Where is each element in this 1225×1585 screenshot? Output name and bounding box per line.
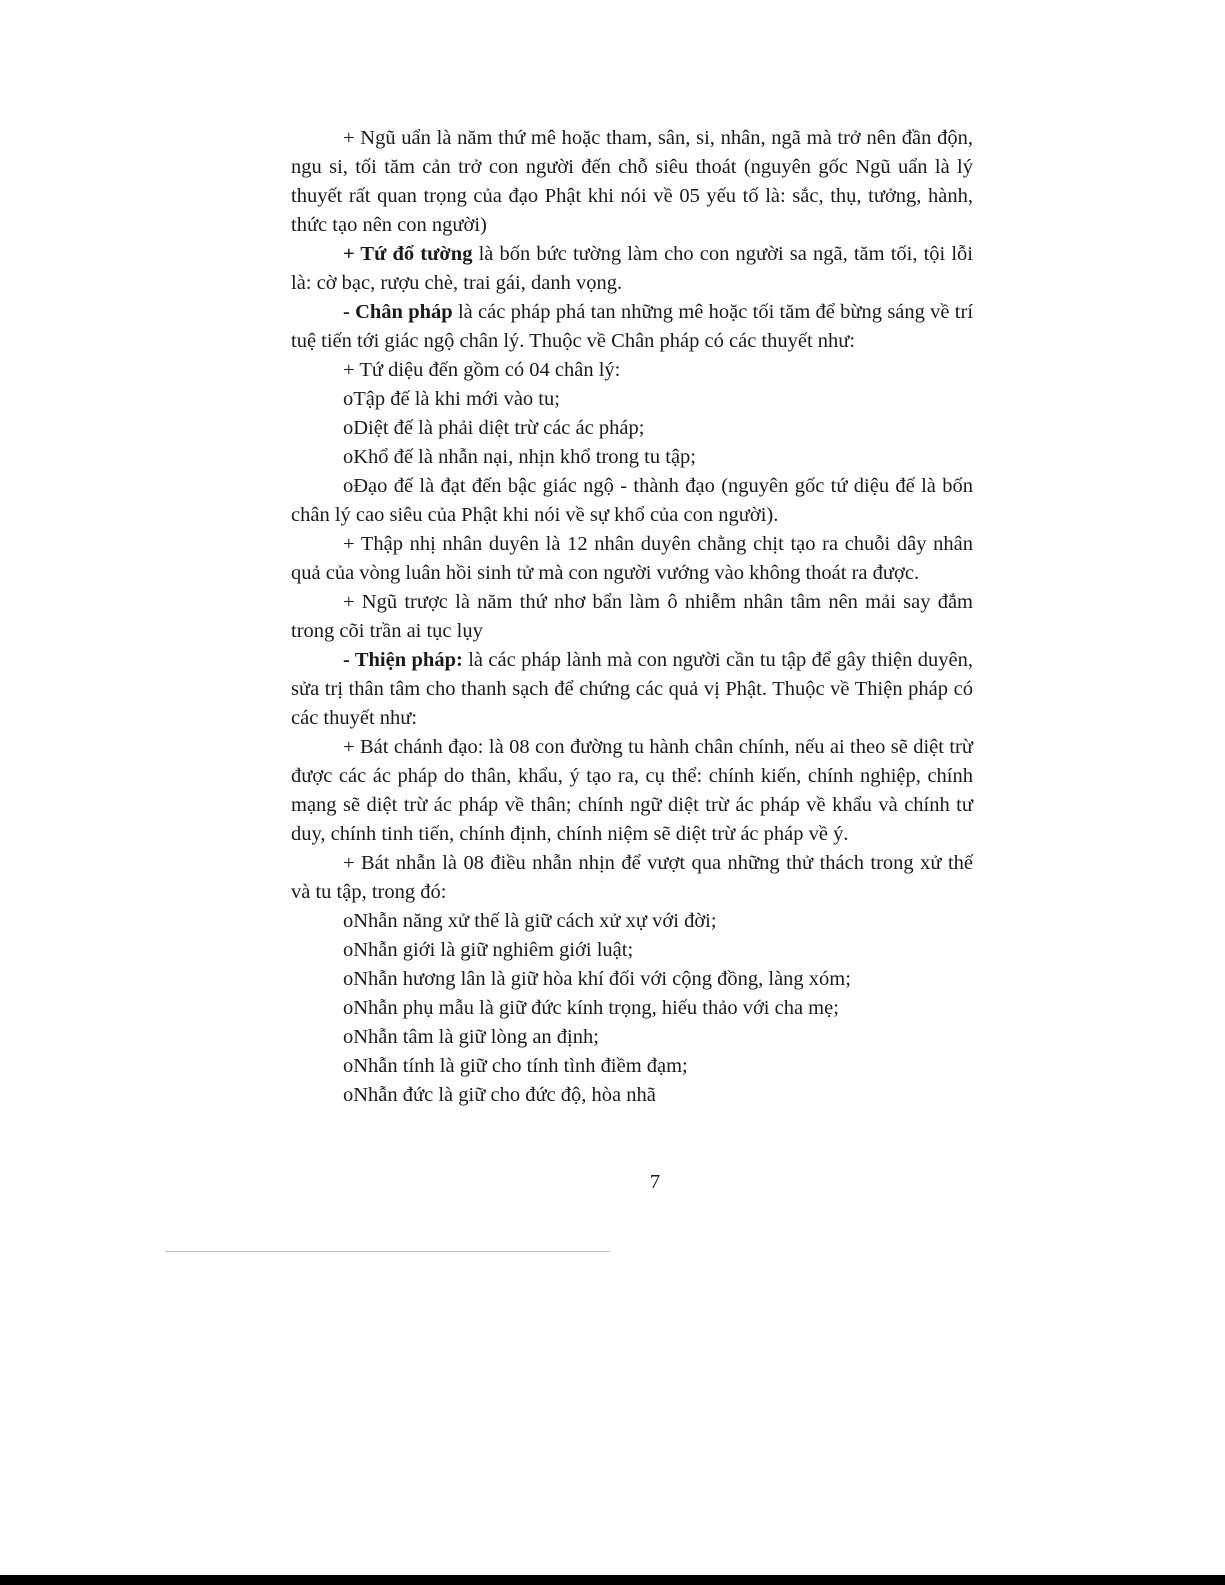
- list-item: oNhẫn đức là giữ cho đức độ, hòa nhã: [343, 1084, 656, 1106]
- paragraph-chan-phap: - Chân pháp là các pháp phá tan những mê hoặc tối tăm để bừng sáng về trí tuệ tiến tới giác ngộ chân lý. Thuộc về Chân pháp có các thuyết như:: [291, 301, 974, 352]
- term-lead: - Thiện pháp:: [343, 649, 463, 671]
- list-item: oNhẫn tính là giữ cho tính tình điềm đạm;: [343, 1055, 688, 1077]
- list-item: oĐạo đế là đạt đến bậc giác ngộ - thành đạo (nguyên gốc tứ diệu đế là bốn chân lý cao siêu của Phật khi nói về sự khổ của con người).: [291, 475, 973, 526]
- page-body: [291, 124, 973, 1110]
- paragraph-ngu-truoc: + Ngũ trược là năm thứ nhơ bẩn làm ô nhiễm nhân tâm nên mải say đắm trong cõi trần ai tục lụy: [291, 591, 973, 642]
- term-lead: + Tứ đổ tường: [343, 243, 473, 265]
- paragraph-ngu-uan: + Ngũ uẩn là năm thứ mê hoặc tham, sân, si, nhân, ngã mà trở nên đần độn, ngu si, tối tăm cản trở con người đến chỗ siêu thoát (nguyên gốc Ngũ uẩn là lý thuyết rất quan trọng của đạo Phật khi nói về 05 yếu tố là: sắc, thụ, tưởng, hành, thức tạo nên con người): [291, 127, 973, 236]
- list-item: oNhẫn năng xử thế là giữ cách xử xự với đời;: [343, 910, 717, 932]
- list-item: oNhẫn hương lân là giữ hòa khí đối với cộng đồng, làng xóm;: [343, 968, 851, 990]
- list-item: oNhẫn giới là giữ nghiêm giới luật;: [343, 939, 634, 961]
- paragraph-tu-do-tuong: + Tứ đổ tường là bốn bức tường làm cho con người sa ngã, tăm tối, tội lỗi là: cờ bạc, rượu chè, trai gái, danh vọng.: [291, 243, 974, 294]
- term-lead: + Ngũ uẩn là năm thứ: [343, 127, 526, 149]
- paragraph-thien-phap: - Thiện pháp: là các pháp lành mà con người cần tu tập để gây thiện duyên, sửa trị thân tâm cho thanh sạch để chứng các quả vị Phật. Thuộc về Thiện pháp có các thuyết như:: [291, 649, 974, 729]
- page-number: 7: [649, 1171, 661, 1193]
- list-item: oNhẫn phụ mẫu là giữ đức kính trọng, hiếu thảo với cha mẹ;: [343, 997, 839, 1019]
- paragraph-thap-nhi-nhan-duyen: + Thập nhị nhân duyên là 12 nhân duyên chằng chịt tạo ra chuỗi dây nhân quả của vòng luân hồi sinh tử mà con người vướng vào không thoát ra được.: [291, 533, 973, 584]
- paragraph-bat-chanh-dao: + Bát chánh đạo: là 08 con đường tu hành chân chính, nếu ai theo sẽ diệt trừ được các ác pháp do thân, khẩu, ý tạo ra, cụ thể: chính kiến, chính nghiệp, chính mạng sẽ diệt trừ ác pháp về thân; chính ngữ diệt trừ ác pháp về khẩu và chính tư duy, chính tinh tiến, chính định, chính niệm sẽ diệt trừ ác pháp về ý.: [291, 736, 973, 845]
- bottom-edge-bar: [0, 1575, 1225, 1585]
- footnote-separator: [165, 1251, 610, 1252]
- paragraph-bat-nhan: + Bát nhẫn là 08 điều nhẫn nhịn để vượt qua những thử thách trong xử thế và tu tập, trong đó:: [291, 852, 973, 903]
- list-item: oTập đế là khi mới vào tu;: [343, 388, 560, 410]
- list-item: oNhẫn tâm là giữ lòng an định;: [343, 1026, 599, 1048]
- list-item: oKhổ đế là nhẫn nại, nhịn khổ trong tu tập;: [343, 446, 696, 468]
- term-lead: - Chân pháp: [343, 301, 453, 323]
- paragraph-tu-dieu-de: + Tứ diệu đến gồm có 04 chân lý:: [343, 359, 621, 381]
- list-item: oDiệt đế là phải diệt trừ các ác pháp;: [343, 417, 645, 439]
